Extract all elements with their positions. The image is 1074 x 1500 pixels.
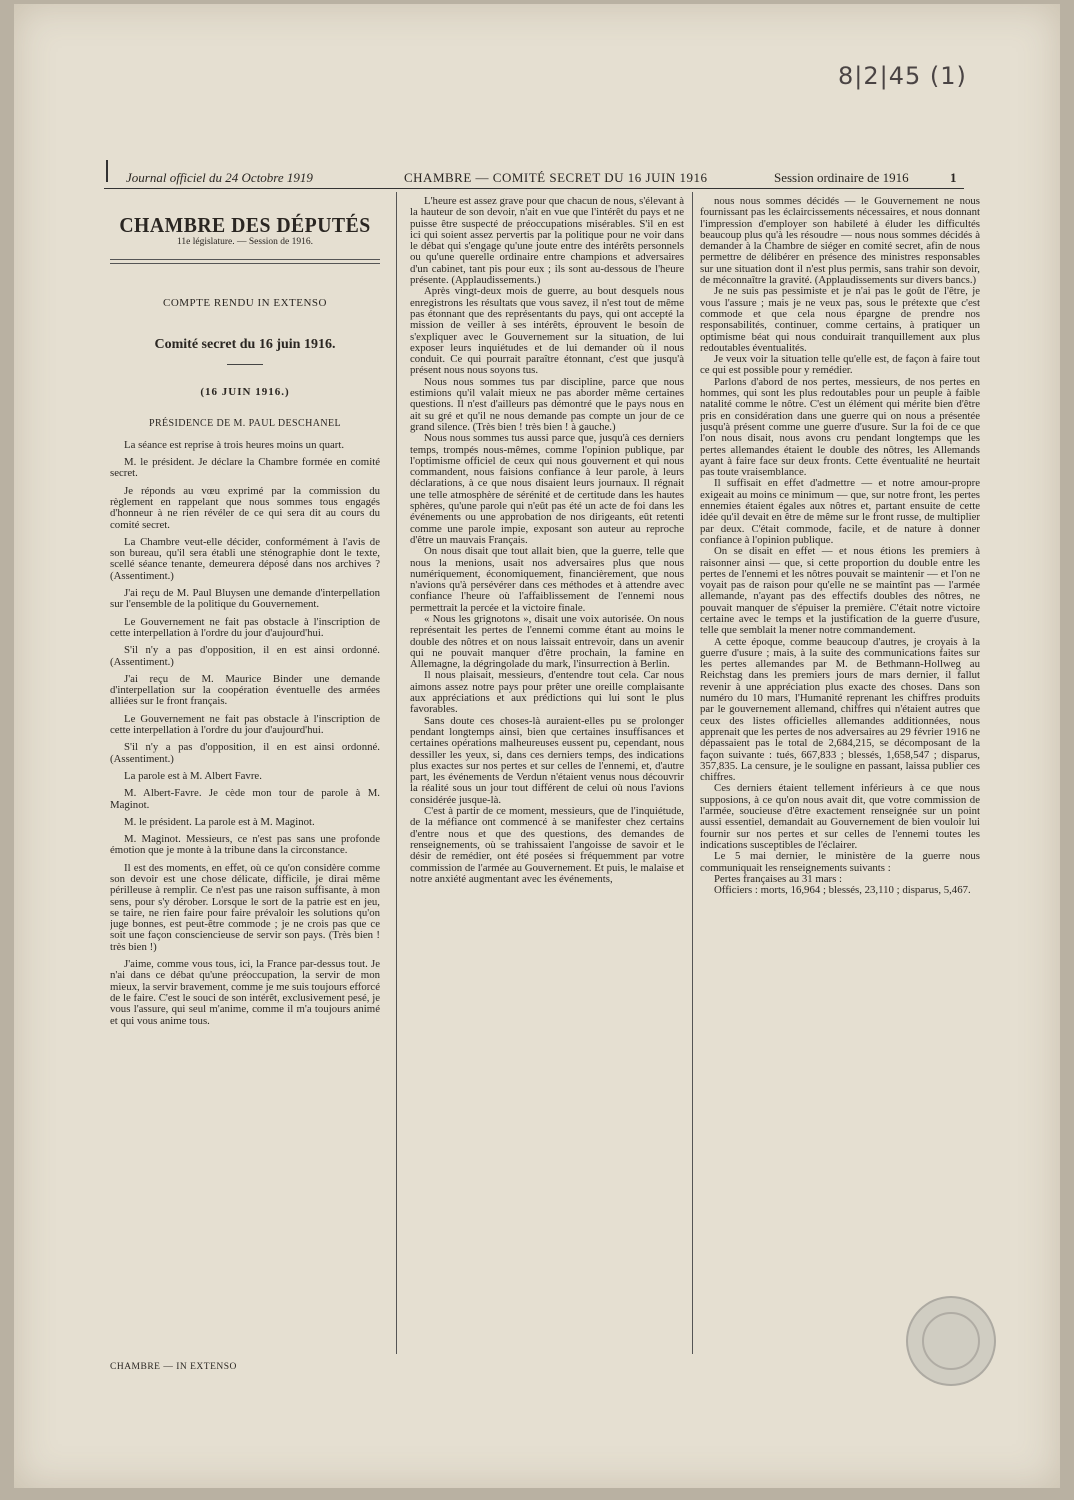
masthead (110, 213, 380, 264)
handwritten-annotation: 8|2|45 (1) (838, 62, 967, 90)
paragraph: S'il n'y a pas d'opposition, il en est ainsi ordonné. (Assentiment.) (110, 741, 380, 765)
paragraph: Je ne suis pas pessimiste et je n'ai pas le goût de l'être, je vous l'assure ; mais je ne veux pas, sous le prétexte que c'est commode et que cela nous épargne de prendre nos responsabilités, continuer, comme certains, à pratiquer un optimisme béat qui nous conduirait tranquillement aux plus redoutables éventualités. (700, 285, 980, 354)
paragraph: Le 5 mai dernier, le ministère de la guerre nous communiquait les renseignements suivants : (700, 850, 980, 874)
paragraph: Le Gouvernement ne fait pas obstacle à l'inscription de cette interpellation à l'ordre du jour d'aujourd'hui. (110, 615, 380, 639)
paragraph: Pertes françaises au 31 mars : (714, 872, 843, 885)
comite-secret-heading: Comité secret du 16 juin 1916. (154, 336, 336, 352)
archive-stamp (906, 1296, 996, 1386)
header-session: Session ordinaire de 1916 (774, 170, 909, 185)
paragraph: J'aime, comme vous tous, ici, la France par-dessus tout. Je n'ai dans ce débat qu'une préoccupation, la servir de mon mieux, la servir bravement, comme je me suis toujours efforcé de le faire. C'est le souci de son intérêt, exclusivement pesé, je vous l'assure, qui seul m'anime, comme il m'a toujours animé et qui vous anime tous. (110, 958, 380, 1027)
seance-date: (16 JUIN 1916.) (200, 386, 290, 399)
paragraph: M. Albert-Favre. Je cède mon tour de parole à M. Maginot. (110, 787, 380, 811)
column-2 (410, 196, 684, 1366)
column-divider-2 (692, 192, 693, 1354)
paragraph: C'est à partir de ce moment, messieurs, que de l'inquiétude, de la méfiance ont commencé à se manifester chez certains d'entre nous et que des questions, des demandes de renseignements, où se trahissaient l'angoisse de savoir et le désir de remédier, ont été posées si fréquemment par votre commission de l'armée au Gouvernement. Et puis, le malaise et notre anxiété augmentant avec les événements, (410, 805, 684, 885)
header-journal-date: Journal officiel du 24 Octobre 1919 (126, 170, 313, 185)
paragraph: M. Maginot. Messieurs, ce n'est pas sans une profonde émotion que je monte à la tribune dans la circonstance. (110, 833, 380, 857)
paragraph: La séance est reprise à trois heures moins un quart. (124, 438, 345, 451)
paragraph: Officiers : morts, 16,964 ; blessés, 23,110 ; disparus, 5,467. (714, 884, 971, 897)
paragraph: Sans doute ces choses-là auraient-elles pu se prolonger pendant longtemps ainsi, bien que certaines insuffisances et certaines opérations malheureuses eussent pu, cependant, nous dessiller les yeux, si, dans ces derniers temps, des indications plus exactes sur nos pertes et sur celles de l'ennemi, et, d'autre part, les événements de Verdun n'étaient venus nous découvrir la réalité sous un jour tout différent de celui où nous l'avions considérée jusque-là. (410, 714, 684, 806)
paragraph: M. le président. La parole est à M. Maginot. (124, 815, 315, 828)
paragraph: Je réponds au vœu exprimé par la commission du règlement en rappelant que nous sommes tous engagés d'honneur à ne rien révéler de ce qui sera dit au cours du comité secret. (110, 484, 380, 531)
paragraph: Après vingt-deux mois de guerre, au bout desquels nous enregistrons les résultats que vous savez, il n'est tout de même pas étonnant que des représentants du pays, qui ont accepté la mission de veiller à ses intérêts, éprouvent le besoin de s'expliquer avec le Gouvernement sur la situation, de lui exposer leurs inquiétudes et de lui demander où il nous conduit. Ce qui pourrait paraître étonnant, c'est que jusqu'à présent nous nous soyons tus. (410, 285, 684, 377)
running-header (104, 166, 964, 189)
column-1-body (110, 440, 380, 1027)
paragraph: Il nous plaisait, messieurs, d'entendre tout cela. Car nous aimons assez notre pays pour prêter une oreille complaisante aux appréciations et aux prédictions qui lui sont le plus favorables. (410, 669, 684, 716)
page-number: 1 (950, 170, 957, 185)
paragraph: M. le président. Je déclare la Chambre formée en comité secret. (110, 456, 380, 480)
paragraph: Nous nous sommes tus par discipline, parce que nous estimions qu'il valait mieux ne pas aborder même certaines questions. Il n'est d'ailleurs pas démontré que le pays nous en ait su gré et qu'il ne nous demande pas compte un jour de ce grand silence. (Très bien ! très bien ! à gauche.) (410, 375, 684, 433)
paragraph: Il suffisait en effet d'admettre — et notre amour-propre exigeait au moins ce minimum — que, sur notre front, les pertes ennemies étaient égales aux nôtres et, partant ensuite de cette idée qu'il devait en être de même sur le front russe, de multiplier par deux. C'était commode, facile, et de nature à donner confiance à l'opinion publique. (700, 477, 980, 546)
masthead-rule (110, 259, 380, 264)
compte-rendu-heading: COMPTE RENDU IN EXTENSO (163, 296, 327, 309)
paragraph: On se disait en effet — et nous étions les premiers à raisonner ainsi — que, si cette proportion du double entre les pertes de l'ennemi et les nôtres pouvait se maintenir — et l'on ne voyait pas de raison pour qu'elle ne se maintînt pas — l'armée allemande, n'ayant pas des effectifs doubles des nôtres, ne pouvait manquer de s'épuiser la première. C'était notre victoire certaine avec le temps et la justification de la guerre d'usure, telle que semblait la mener notre commandement. (700, 545, 980, 637)
paragraph: La Chambre veut-elle décider, conformément à l'avis de son bureau, qu'il sera établi une sténographie dont le texte, scellé séance tenante, demeurera déposé dans nos archives ? (Assentiment.) (110, 535, 380, 582)
paragraph: On nous disait que tout allait bien, que la guerre, telle que nous la menions, usait nos adversaires plus que nous numériquement, économiquement, financièrement, que nous n'avions qu'à persévérer dans ces méthodes et à attendre avec confiance l'heure où l'affaiblissement de l'ennemi nous permettrait la percée et la victoire finale. (410, 545, 684, 614)
masthead-title: CHAMBRE DES DÉPUTÉS (119, 213, 371, 237)
paragraph: Je veux voir la situation telle qu'elle est, de façon à faire tout ce qui est possible pour y remédier. (700, 353, 980, 377)
paragraph: nous nous sommes décidés — le Gouvernement ne nous fournissant pas les éclaircissements nécessaires, et nous donnant l'impression d'employer son habileté à éluder les difficultés beaucoup plus qu'à les résoudre — nous nous sommes décidés à demander à la Chambre de siéger en comité secret, afin de nous permettre de délibérer en présence des ministres responsables sur une situation dont il n'est plus permis, sans trahir son devoir, de méconnaître la gravité. (Applaudissements sur divers bancs.) (700, 196, 980, 287)
presidence-line: PRÉSIDENCE DE M. PAUL DESCHANEL (149, 418, 341, 430)
paragraph: Parlons d'abord de nos pertes, messieurs, de nos pertes en hommes, qui sont les plus redoutables pour un peuple à faible natalité comme le nôtre. C'est un élément qui mérite bien d'être pris en considération dans une guerre qui on nous a présentée jusqu'à présent comme une guerre d'usure. Sur la foi de ce que l'on nous disait, nous avons cru pendant longtemps que les pertes allemandes étaient le double des nôtres, les Allemands ayant à faire face sur deux fronts. Cette éventualité ne heurtait pas toute vraisemblance. (700, 375, 980, 479)
paragraph: La parole est à M. Albert Favre. (124, 769, 262, 782)
column-3-body (700, 196, 980, 896)
paragraph: Le Gouvernement ne fait pas obstacle à l'inscription de cette interpellation à l'ordre du jour d'aujourd'hui. (110, 712, 380, 737)
masthead-subtitle: 11e législature. — Session de 1916. (176, 237, 314, 248)
paragraph: J'ai reçu de M. Maurice Binder une demande d'interpellation sur la coopération éventuelle des armées alliées sur le front français. (110, 672, 380, 708)
paragraph: L'heure est assez grave pour que chacun de nous, s'élevant à la hauteur de son devoir, n'ait en vue que l'intérêt du pays et ne puisse être suspecté de préoccupations misérables. S'il en est ici qui soient assez pervertis par la politique pour ne voir dans le débat qui s'engage qu'une joute entre des intérêts personnels ou qu'une querelle ordinaire entre champions et adversaires d'un cabinet, tant pis pour eux ; ils sont au-dessous de l'heure présente. (Applaudissements.) (410, 196, 684, 287)
heading-dash (227, 364, 263, 365)
column-1 (110, 196, 380, 1366)
paragraph: « Nous les grignotons », disait une voix autorisée. On nous représentait les pertes de l'ennemi comme étant au moins le double des nôtres et on nous laissait entrevoir, dans un avenir qui ne pouvait manquer d'être prochain, la famine en Allemagne, la dégringolade du mark, l'insurrection à Berlin. (410, 612, 684, 671)
paragraph: Il est des moments, en effet, où ce qu'on considère comme son devoir est une chose délicate, difficile, je dirai même périlleuse à remplir. Ce n'est pas une raison suffisante, à mon sens, pour s'y dérober. Lorsque le sort de la patrie est en jeu, se taire, ne rien faire pour faire prévaloir les solutions qu'on juge bonnes, est peut-être commode ; je ne crois pas que ce soit une façon consciencieuse de servir son pays. (Très bien ! très bien !) (110, 861, 380, 953)
header-section-title: CHAMBRE — COMITÉ SECRET DU 16 JUIN 1916 (404, 170, 708, 185)
paragraph: S'il n'y a pas d'opposition, il en est ainsi ordonné. (Assentiment.) (110, 644, 380, 668)
paragraph: J'ai reçu de M. Paul Bluysen une demande d'interpellation sur l'ensemble de la politique du Gouvernement. (110, 587, 380, 611)
paragraph: Nous nous sommes tus aussi parce que, jusqu'à ces derniers temps, trompés nous-mêmes, comme l'opinion publique, par l'optimisme officiel de ceux qui nous gouvernent et qui nous commandent, nous faisions confiance à leur parole, à leurs déclarations, à ce que nous disaient leurs journaux. Il régnait une telle atmosphère de sérénité et de certitude dans les hautes sphères, qu'une parole qui n'eût pas été un acte de foi dans les événements ou une approbation de nos dirigeants, eût retenti comme une parole impie, exposant son auteur au reproche d'être un mauvais Français. (410, 432, 684, 546)
paragraph: A cette époque, comme beaucoup d'autres, je croyais à la guerre d'usure ; mais, à la suite des communications faites sur les pertes allemandes par M. de Bethmann-Hollweg au Reichstag dans les premiers jours de mars dernier, il fallut revenir à une appréciation plus exacte des choses. Dans son numéro du 10 mars, l'Humanité reprenant les chiffres produits par le gouvernement allemand, chiffres qui n'étaient autres que ceux des listes officielles allemandes additionnées, nous apprenait que les pertes de nos adversaires au 29 février 1916 ne dépassaient pas le total de 2,684,215, se décomposant de la façon suivante : tués, 667,833 ; blessés, 1,658,547 ; disparus, 357,835. La censure, je le souligne en passant, laissa publier ces chiffres. (700, 635, 980, 784)
column-1-footer: CHAMBRE — IN EXTENSO (110, 1362, 237, 1372)
column-3 (700, 196, 980, 1366)
paragraph: Ces derniers étaient tellement inférieurs à ce que nous supposions, à ce qu'on nous avait dit, que votre commission de l'armée, soucieuse d'être exactement renseignée sur un point aussi essentiel, demandait au Gouvernement de bien vouloir lui fournir sur nos pertes et sur celles de l'ennemi toutes les indications susceptibles de l'éclairer. (700, 782, 980, 851)
column-2-body (410, 196, 684, 885)
column-divider-1 (396, 192, 397, 1354)
